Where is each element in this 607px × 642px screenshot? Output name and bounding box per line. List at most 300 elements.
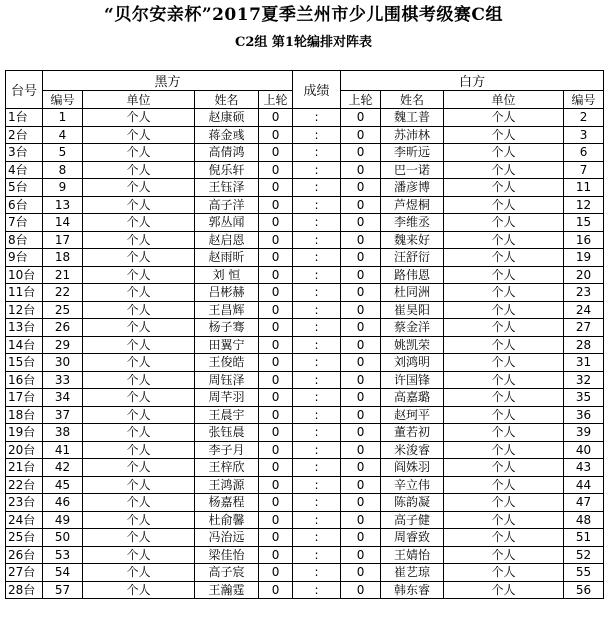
white-number-cell: 40	[564, 441, 604, 459]
black-name-cell: 周芊羽	[195, 389, 259, 407]
table-no-cell: 26台	[6, 546, 43, 564]
table-no-header: 台号	[6, 71, 43, 109]
white-number-cell: 36	[564, 406, 604, 424]
black-unit-cell: 个人	[83, 336, 195, 354]
black-number-cell: 17	[43, 231, 83, 249]
white-unit-cell: 个人	[444, 214, 564, 232]
result-cell: :	[293, 546, 341, 564]
white-name-cell: 姚凯荣	[381, 336, 444, 354]
table-row	[6, 371, 604, 389]
result-cell: :	[293, 459, 341, 477]
white-last-round-cell: 0	[341, 266, 381, 284]
pairing-table	[5, 70, 604, 599]
white-name-cell: 刘鸿明	[381, 354, 444, 372]
table-row	[6, 511, 604, 529]
black-name-cell: 梁佳怡	[195, 546, 259, 564]
table-no-cell: 14台	[6, 336, 43, 354]
white-number-cell: 31	[564, 354, 604, 372]
black-unit-cell: 个人	[83, 371, 195, 389]
white-name-cell: 高子健	[381, 511, 444, 529]
white-number-cell: 2	[564, 109, 604, 127]
result-cell: :	[293, 231, 341, 249]
white-number-cell: 27	[564, 319, 604, 337]
black-name-cell: 周钰泽	[195, 371, 259, 389]
table-no-cell: 3台	[6, 144, 43, 162]
black-name-cell: 王俊皓	[195, 354, 259, 372]
black-number-cell: 14	[43, 214, 83, 232]
table-row	[6, 126, 604, 144]
black-last-round-cell: 0	[259, 476, 293, 494]
white-number-cell: 44	[564, 476, 604, 494]
table-no-cell: 9台	[6, 249, 43, 267]
black-last-round-cell: 0	[259, 336, 293, 354]
black-number-cell: 9	[43, 179, 83, 197]
result-cell: :	[293, 214, 341, 232]
black-unit-cell: 个人	[83, 389, 195, 407]
white-unit-cell: 个人	[444, 126, 564, 144]
table-no-cell: 23台	[6, 494, 43, 512]
white-last-round-cell: 0	[341, 371, 381, 389]
white-last-round-cell: 0	[341, 494, 381, 512]
black-last-round-cell: 0	[259, 284, 293, 302]
white-number-cell: 48	[564, 511, 604, 529]
white-name-cell: 崔艺琼	[381, 564, 444, 582]
table-row	[6, 231, 604, 249]
black-last-round-cell: 0	[259, 354, 293, 372]
white-number-cell: 16	[564, 231, 604, 249]
white-unit-cell: 个人	[444, 424, 564, 442]
black-number-cell: 25	[43, 301, 83, 319]
black-name-cell: 王晨宇	[195, 406, 259, 424]
black-number-cell: 8	[43, 161, 83, 179]
black-name-cell: 冯治远	[195, 529, 259, 547]
white-last-round-cell: 0	[341, 161, 381, 179]
black-last-round-cell: 0	[259, 161, 293, 179]
white-number-cell: 3	[564, 126, 604, 144]
white-number-cell: 39	[564, 424, 604, 442]
black-last-round-cell: 0	[259, 371, 293, 389]
black-number-cell: 42	[43, 459, 83, 477]
table-row	[6, 319, 604, 337]
table-no-cell: 16台	[6, 371, 43, 389]
black-name-cell: 王鸿源	[195, 476, 259, 494]
black-name-cell: 倪乐轩	[195, 161, 259, 179]
white-name-cell: 杜同洲	[381, 284, 444, 302]
white-last-round-cell: 0	[341, 301, 381, 319]
white-number-cell: 11	[564, 179, 604, 197]
black-name-cell: 赵启恩	[195, 231, 259, 249]
black-unit-cell: 个人	[83, 476, 195, 494]
white-name-cell: 陈韵凝	[381, 494, 444, 512]
result-cell: :	[293, 406, 341, 424]
white-unit-cell: 个人	[444, 564, 564, 582]
white-last-round-cell: 0	[341, 476, 381, 494]
black-name-cell: 高子宸	[195, 564, 259, 582]
black-unit-cell: 个人	[83, 406, 195, 424]
white-last-round-header: 上轮	[341, 91, 381, 109]
black-unit-cell: 个人	[83, 126, 195, 144]
white-unit-cell: 个人	[444, 581, 564, 599]
white-last-round-cell: 0	[341, 144, 381, 162]
black-number-cell: 18	[43, 249, 83, 267]
white-unit-cell: 个人	[444, 406, 564, 424]
table-no-cell: 17台	[6, 389, 43, 407]
black-last-round-cell: 0	[259, 406, 293, 424]
black-unit-cell: 个人	[83, 459, 195, 477]
table-no-cell: 20台	[6, 441, 43, 459]
table-no-cell: 13台	[6, 319, 43, 337]
black-name-cell: 杜俞馨	[195, 511, 259, 529]
white-number-cell: 12	[564, 196, 604, 214]
black-name-cell: 王梓欣	[195, 459, 259, 477]
white-number-cell: 6	[564, 144, 604, 162]
black-number-cell: 30	[43, 354, 83, 372]
black-last-round-cell: 0	[259, 179, 293, 197]
table-no-cell: 28台	[6, 581, 43, 599]
black-unit-cell: 个人	[83, 529, 195, 547]
table-row	[6, 459, 604, 477]
white-unit-cell: 个人	[444, 179, 564, 197]
black-number-cell: 33	[43, 371, 83, 389]
result-cell: :	[293, 144, 341, 162]
table-row	[6, 529, 604, 547]
white-number-cell: 55	[564, 564, 604, 582]
result-cell: :	[293, 284, 341, 302]
white-unit-cell: 个人	[444, 476, 564, 494]
black-name-cell: 郭丛闻	[195, 214, 259, 232]
white-name-cell: 潘彦博	[381, 179, 444, 197]
black-unit-cell: 个人	[83, 109, 195, 127]
black-name-cell: 王钰泽	[195, 179, 259, 197]
white-name-cell: 李昕远	[381, 144, 444, 162]
black-name-cell: 高子洋	[195, 196, 259, 214]
black-unit-cell: 个人	[83, 424, 195, 442]
white-last-round-cell: 0	[341, 529, 381, 547]
black-number-cell: 29	[43, 336, 83, 354]
black-unit-cell: 个人	[83, 546, 195, 564]
white-number-cell: 20	[564, 266, 604, 284]
table-no-cell: 22台	[6, 476, 43, 494]
white-unit-cell: 个人	[444, 109, 564, 127]
white-name-cell: 李维丞	[381, 214, 444, 232]
black-number-cell: 5	[43, 144, 83, 162]
table-no-cell: 5台	[6, 179, 43, 197]
black-number-cell: 38	[43, 424, 83, 442]
result-cell: :	[293, 109, 341, 127]
white-name-cell: 辛立伟	[381, 476, 444, 494]
white-last-round-cell: 0	[341, 511, 381, 529]
table-no-cell: 27台	[6, 564, 43, 582]
black-name-cell: 刘 恒	[195, 266, 259, 284]
table-row	[6, 354, 604, 372]
black-unit-cell: 个人	[83, 301, 195, 319]
black-last-round-cell: 0	[259, 529, 293, 547]
black-number-cell: 46	[43, 494, 83, 512]
black-last-round-cell: 0	[259, 424, 293, 442]
black-unit-cell: 个人	[83, 564, 195, 582]
result-cell: :	[293, 301, 341, 319]
black-name-cell: 蒋金彧	[195, 126, 259, 144]
white-name-cell: 阎姝羽	[381, 459, 444, 477]
black-name-cell: 赵雨昕	[195, 249, 259, 267]
result-cell: :	[293, 494, 341, 512]
black-last-round-cell: 0	[259, 144, 293, 162]
table-no-cell: 2台	[6, 126, 43, 144]
white-number-cell: 43	[564, 459, 604, 477]
black-name-cell: 王瀚霆	[195, 581, 259, 599]
black-unit-cell: 个人	[83, 441, 195, 459]
page-subtitle: C2组 第1轮编排对阵表	[235, 35, 372, 50]
white-number-cell: 23	[564, 284, 604, 302]
white-unit-cell: 个人	[444, 511, 564, 529]
white-name-cell: 苏沛林	[381, 126, 444, 144]
black-unit-cell: 个人	[83, 266, 195, 284]
black-last-round-cell: 0	[259, 319, 293, 337]
black-number-cell: 21	[43, 266, 83, 284]
white-number-cell: 56	[564, 581, 604, 599]
table-row	[6, 546, 604, 564]
table-row	[6, 581, 604, 599]
white-last-round-cell: 0	[341, 406, 381, 424]
black-number-cell: 34	[43, 389, 83, 407]
black-last-round-cell: 0	[259, 581, 293, 599]
result-cell: :	[293, 529, 341, 547]
result-cell: :	[293, 371, 341, 389]
black-number-cell: 50	[43, 529, 83, 547]
black-last-round-cell: 0	[259, 301, 293, 319]
white-header: 白方	[341, 71, 604, 91]
white-unit-cell: 个人	[444, 301, 564, 319]
black-unit-cell: 个人	[83, 354, 195, 372]
white-unit-cell: 个人	[444, 266, 564, 284]
white-name-cell: 芦煜桐	[381, 196, 444, 214]
table-row	[6, 301, 604, 319]
table-no-cell: 24台	[6, 511, 43, 529]
black-number-cell: 26	[43, 319, 83, 337]
white-number-cell: 24	[564, 301, 604, 319]
result-cell: :	[293, 441, 341, 459]
table-no-cell: 6台	[6, 196, 43, 214]
black-number-cell: 37	[43, 406, 83, 424]
black-unit-cell: 个人	[83, 231, 195, 249]
black-last-round-cell: 0	[259, 459, 293, 477]
black-unit-cell: 个人	[83, 319, 195, 337]
table-row	[6, 109, 604, 127]
table-no-cell: 21台	[6, 459, 43, 477]
white-last-round-cell: 0	[341, 354, 381, 372]
white-unit-cell: 个人	[444, 336, 564, 354]
white-unit-cell: 个人	[444, 196, 564, 214]
table-row	[6, 441, 604, 459]
white-number-cell: 15	[564, 214, 604, 232]
white-unit-cell: 个人	[444, 546, 564, 564]
black-last-round-cell: 0	[259, 109, 293, 127]
white-name-cell: 韩东睿	[381, 581, 444, 599]
table-no-cell: 18台	[6, 406, 43, 424]
white-last-round-cell: 0	[341, 546, 381, 564]
white-number-cell: 52	[564, 546, 604, 564]
black-name-cell: 赵康硕	[195, 109, 259, 127]
table-no-cell: 10台	[6, 266, 43, 284]
table-row	[6, 266, 604, 284]
result-cell: :	[293, 161, 341, 179]
white-last-round-cell: 0	[341, 581, 381, 599]
black-last-round-cell: 0	[259, 214, 293, 232]
white-number-cell: 28	[564, 336, 604, 354]
table-no-cell: 12台	[6, 301, 43, 319]
white-unit-cell: 个人	[444, 529, 564, 547]
table-row	[6, 284, 604, 302]
table-row	[6, 406, 604, 424]
table-row	[6, 476, 604, 494]
black-name-header: 姓名	[195, 91, 259, 109]
result-cell: :	[293, 476, 341, 494]
black-unit-cell: 个人	[83, 196, 195, 214]
table-no-cell: 1台	[6, 109, 43, 127]
white-last-round-cell: 0	[341, 231, 381, 249]
black-unit-cell: 个人	[83, 161, 195, 179]
table-row	[6, 214, 604, 232]
table-no-cell: 15台	[6, 354, 43, 372]
black-unit-cell: 个人	[83, 214, 195, 232]
result-cell: :	[293, 354, 341, 372]
white-number-cell: 7	[564, 161, 604, 179]
white-number-cell: 19	[564, 249, 604, 267]
table-row	[6, 564, 604, 582]
black-name-cell: 杨子骞	[195, 319, 259, 337]
white-name-cell: 汪舒衍	[381, 249, 444, 267]
black-last-round-cell: 0	[259, 231, 293, 249]
table-no-cell: 7台	[6, 214, 43, 232]
white-unit-header: 单位	[444, 91, 564, 109]
white-name-cell: 赵珂平	[381, 406, 444, 424]
white-name-cell: 王婧怡	[381, 546, 444, 564]
white-unit-cell: 个人	[444, 354, 564, 372]
table-no-cell: 25台	[6, 529, 43, 547]
black-last-round-cell: 0	[259, 249, 293, 267]
black-name-cell: 高倩鸿	[195, 144, 259, 162]
white-name-header: 姓名	[381, 91, 444, 109]
black-number-cell: 1	[43, 109, 83, 127]
white-last-round-cell: 0	[341, 319, 381, 337]
black-number-cell: 53	[43, 546, 83, 564]
white-last-round-cell: 0	[341, 249, 381, 267]
table-row	[6, 196, 604, 214]
white-last-round-cell: 0	[341, 441, 381, 459]
black-unit-cell: 个人	[83, 144, 195, 162]
table-row	[6, 249, 604, 267]
table-row	[6, 389, 604, 407]
result-cell: :	[293, 126, 341, 144]
white-unit-cell: 个人	[444, 161, 564, 179]
result-cell: :	[293, 389, 341, 407]
result-cell: :	[293, 266, 341, 284]
white-last-round-cell: 0	[341, 336, 381, 354]
black-last-round-cell: 0	[259, 546, 293, 564]
result-cell: :	[293, 249, 341, 267]
white-name-cell: 高嘉璐	[381, 389, 444, 407]
white-name-cell: 魏工普	[381, 109, 444, 127]
result-header: 成绩	[293, 71, 341, 109]
white-name-cell: 魏来好	[381, 231, 444, 249]
table-row	[6, 494, 604, 512]
table-row	[6, 144, 604, 162]
white-last-round-cell: 0	[341, 389, 381, 407]
table-row	[6, 424, 604, 442]
white-number-cell: 32	[564, 371, 604, 389]
black-name-cell: 吕彬赫	[195, 284, 259, 302]
result-cell: :	[293, 319, 341, 337]
white-unit-cell: 个人	[444, 494, 564, 512]
black-unit-cell: 个人	[83, 511, 195, 529]
table-row	[6, 179, 604, 197]
white-name-cell: 路伟恩	[381, 266, 444, 284]
white-name-cell: 崔昊阳	[381, 301, 444, 319]
black-last-round-cell: 0	[259, 266, 293, 284]
black-last-round-cell: 0	[259, 511, 293, 529]
white-name-cell: 蔡金洋	[381, 319, 444, 337]
white-last-round-cell: 0	[341, 284, 381, 302]
black-number-cell: 41	[43, 441, 83, 459]
white-unit-cell: 个人	[444, 389, 564, 407]
result-cell: :	[293, 196, 341, 214]
black-name-cell: 张钰晨	[195, 424, 259, 442]
white-last-round-cell: 0	[341, 424, 381, 442]
white-name-cell: 周睿致	[381, 529, 444, 547]
white-last-round-cell: 0	[341, 564, 381, 582]
white-name-cell: 许国锋	[381, 371, 444, 389]
black-name-cell: 王昌辉	[195, 301, 259, 319]
table-no-cell: 4台	[6, 161, 43, 179]
result-cell: :	[293, 336, 341, 354]
white-unit-cell: 个人	[444, 249, 564, 267]
white-last-round-cell: 0	[341, 214, 381, 232]
white-unit-cell: 个人	[444, 231, 564, 249]
black-number-header: 编号	[43, 91, 83, 109]
black-last-round-cell: 0	[259, 389, 293, 407]
table-no-cell: 19台	[6, 424, 43, 442]
white-unit-cell: 个人	[444, 144, 564, 162]
black-number-cell: 54	[43, 564, 83, 582]
black-name-cell: 李子月	[195, 441, 259, 459]
black-number-cell: 45	[43, 476, 83, 494]
white-unit-cell: 个人	[444, 459, 564, 477]
black-last-round-cell: 0	[259, 494, 293, 512]
black-last-round-cell: 0	[259, 564, 293, 582]
black-unit-header: 单位	[83, 91, 195, 109]
result-cell: :	[293, 581, 341, 599]
black-unit-cell: 个人	[83, 284, 195, 302]
pairing-rows	[6, 109, 604, 599]
white-unit-cell: 个人	[444, 371, 564, 389]
black-unit-cell: 个人	[83, 249, 195, 267]
white-name-cell: 米浚睿	[381, 441, 444, 459]
black-name-cell: 杨嘉程	[195, 494, 259, 512]
black-last-round-cell: 0	[259, 441, 293, 459]
black-number-cell: 13	[43, 196, 83, 214]
white-last-round-cell: 0	[341, 459, 381, 477]
page-title: “贝尔安亲杯”2017夏季兰州市少儿围棋考级赛C组	[104, 5, 503, 25]
white-last-round-cell: 0	[341, 196, 381, 214]
black-header: 黑方	[43, 71, 293, 91]
white-last-round-cell: 0	[341, 126, 381, 144]
black-number-cell: 57	[43, 581, 83, 599]
white-name-cell: 董若初	[381, 424, 444, 442]
white-name-cell: 巴一诺	[381, 161, 444, 179]
black-number-cell: 22	[43, 284, 83, 302]
white-last-round-cell: 0	[341, 109, 381, 127]
black-number-cell: 4	[43, 126, 83, 144]
